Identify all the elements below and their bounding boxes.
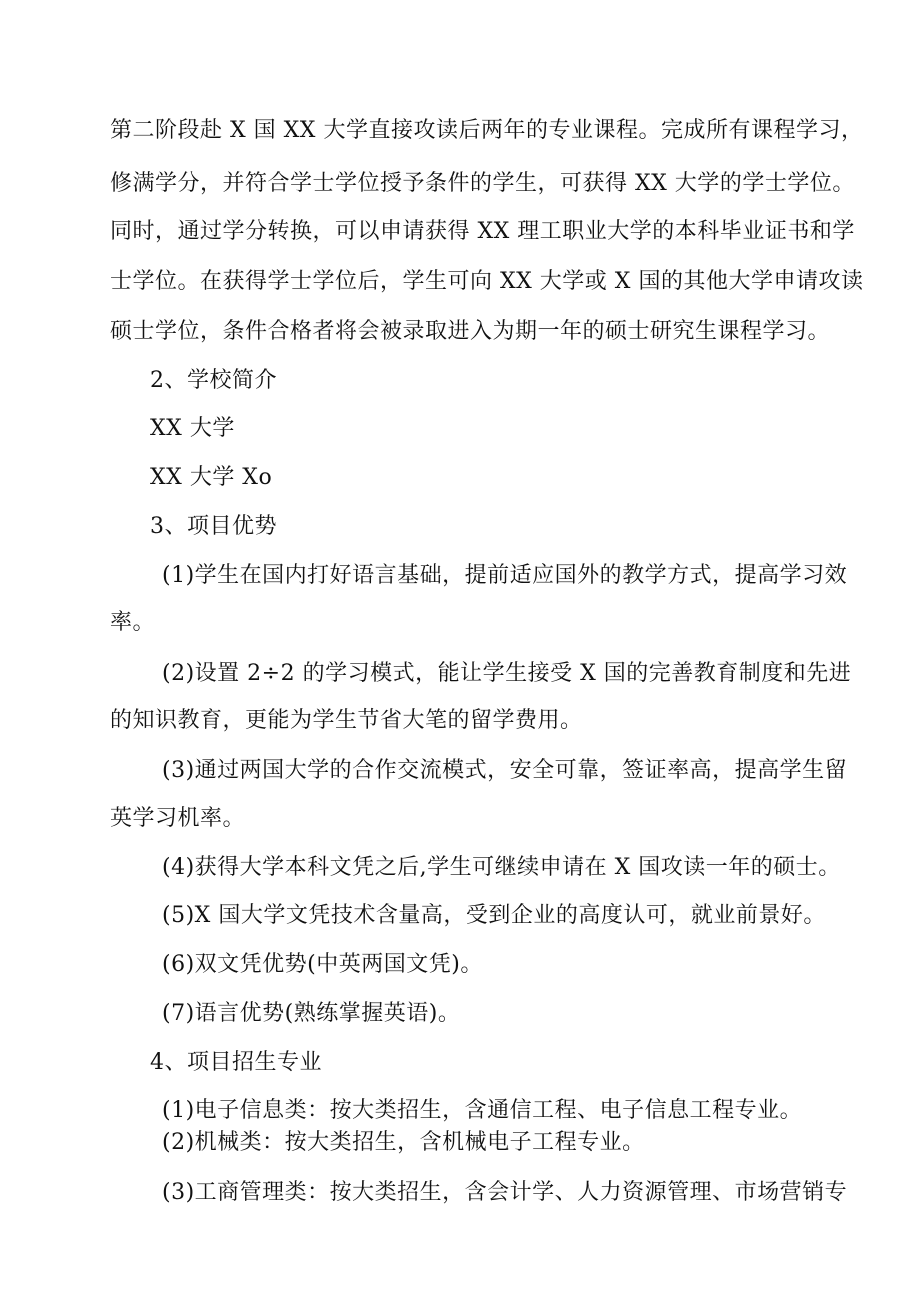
section-heading: 2、学校简介: [150, 368, 277, 393]
school-name: XX 大学: [150, 416, 235, 441]
intro-line: 硕士学位，条件合格者将会被录取进入为期一年的硕士研究生课程学习。: [110, 319, 831, 344]
intro-line: 同时，通过学分转换，可以申请获得 XX 理工职业大学的本科毕业证书和学: [110, 219, 855, 244]
intro-line: 修满学分，并符合学士学位授予条件的学生，可获得 XX 大学的学士学位。: [110, 171, 855, 196]
major-item-line: (1)电子信息类：按大类招生，含通信工程、电子信息工程专业。: [162, 1098, 803, 1123]
advantage-item-line: (1)学生在国内打好语言基础，提前适应国外的教学方式，提高学习效: [162, 563, 848, 588]
advantage-item-line: (2)设置 2÷2 的学习模式，能让学生接受 X 国的完善教育制度和先进: [162, 661, 852, 686]
intro-line: 第二阶段赴 X 国 XX 大学直接攻读后两年的专业课程。完成所有课程学习，: [110, 118, 864, 143]
advantage-item-line: (4)获得大学本科文凭之后,学生可继续申请在 X 国攻读一年的硕士。: [162, 855, 841, 880]
advantage-item-line: (3)通过两国大学的合作交流模式，安全可靠，签证率高，提高学生留: [162, 758, 848, 783]
major-item-line: (2)机械类：按大类招生，含机械电子工程专业。: [162, 1130, 645, 1155]
section-heading: 4、项目招生专业: [150, 1050, 322, 1075]
intro-line: 士学位。在获得学士学位后，学生可向 XX 大学或 X 国的其他大学申请攻读: [110, 269, 864, 294]
advantage-item-line: (6)双文凭优势(中英两国文凭)。: [162, 952, 483, 977]
advantage-item-line: 英学习机率。: [110, 806, 246, 831]
school-description: XX 大学 Xo: [150, 465, 273, 490]
advantage-item-line: 率。: [110, 610, 156, 635]
major-item-line: (3)工商管理类：按大类招生，含会计学、人力资源管理、市场营销专: [162, 1180, 848, 1205]
section-heading: 3、项目优势: [150, 514, 277, 539]
advantage-item-line: (5)X 国大学文凭技术含量高，受到企业的高度认可，就业前景好。: [162, 903, 826, 928]
advantage-item-line: 的知识教育，更能为学生节省大笔的留学费用。: [110, 708, 583, 733]
advantage-item-line: (7)语言优势(熟练掌握英语)。: [162, 1001, 461, 1026]
